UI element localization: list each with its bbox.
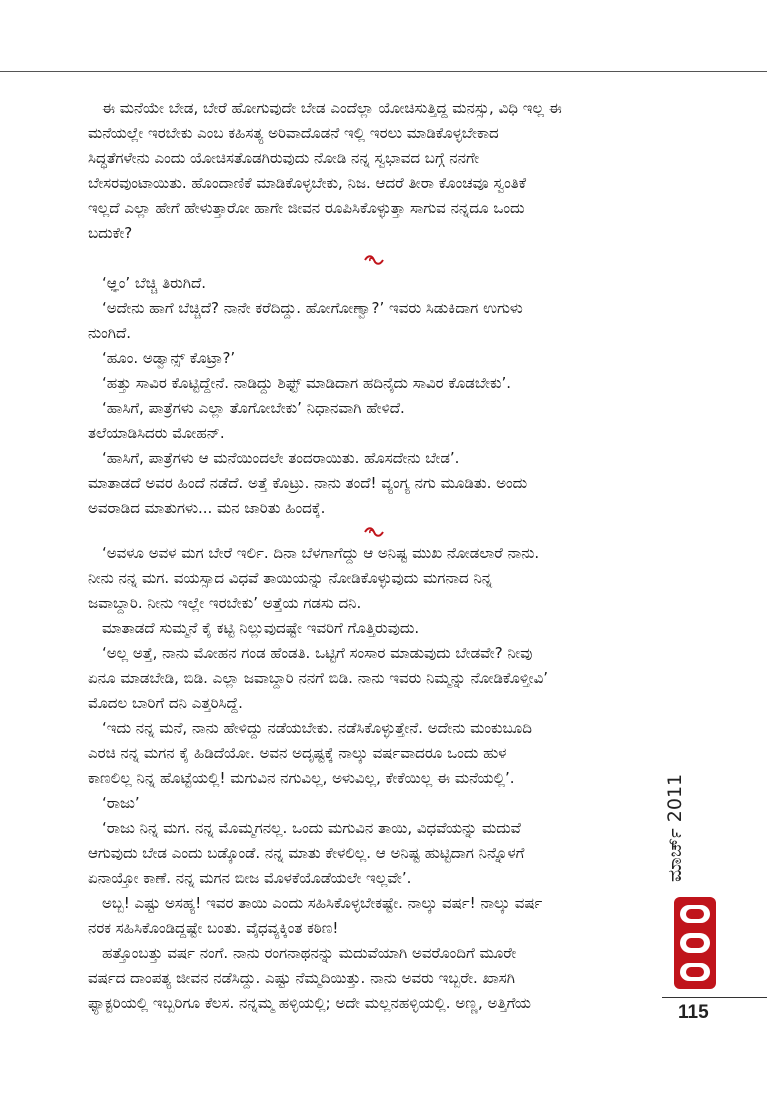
text-line: ಇಲ್ಲದೆ ಎಲ್ಲಾ ಹೇಗೆ ಹೇಳುತ್ತಾರೋ ಹಾಗೇ ಜೀವನ ರೂಪಿಸಿಕೊಳ್ಳುತ್ತಾ ಸಾಗುವ ನನ್ನದೂ ಒಂದು <box>88 199 525 217</box>
text-line: ಬದುಕೇ? <box>88 224 133 242</box>
text-line: ತಲೆಯಾಡಿಸಿದರು ಮೋಹನ್. <box>88 424 225 442</box>
text-line: ‘ಹೂಂ. ಅಡ್ವಾನ್ಸ್ ಕೊಟ್ರಾ?’ <box>102 349 236 367</box>
text-line: ಮನೆಯಲ್ಲೇ ಇರಬೇಕು ಎಂಬ ಕಹಿಸತ್ಯ ಅರಿವಾದೊಡನೆ ಇಲ್ಲಿ ಇರಲು ಮಾಡಿಕೊಳ್ಳಬೇಕಾದ <box>88 124 499 142</box>
issue-date: ಮಾರ್ಚ್ 2011 <box>664 773 686 882</box>
text-line: ಬೇಸರವುಂಟಾಯಿತು. ಹೊಂದಾಣಿಕೆ ಮಾಡಿಕೊಳ್ಳಬೇಕು, ನಿಜ. ಆದರೆ ತೀರಾ ಕೊಂಚವೂ ಸ್ವಂತಿಕೆ <box>88 174 527 192</box>
text-line: ‘ಆ್ಞಂ’ ಬೆಚ್ಚಿ ತಿರುಗಿದೆ. <box>102 274 207 292</box>
paragraph-block-3 <box>88 541 660 1016</box>
text-line: ‘ಹತ್ತು ಸಾವಿರ ಕೊಟ್ಟಿದ್ದೇನೆ. ನಾಡಿದ್ದು ಶಿಫ್ಟ್ ಮಾಡಿದಾಗ ಹದಿನೈದು ಸಾವಿರ ಕೊಡಬೇಕು’. <box>102 374 512 392</box>
text-line: ‘ಹಾಸಿಗೆ, ಪಾತ್ರೆಗಳು ಆ ಮನೆಯಿಂದಲೇ ತಂದರಾಯಿತು. ಹೊಸದೇನು ಬೇಡ’. <box>102 449 460 467</box>
text-line: ಏನಾಯ್ತೋ ಕಾಣೆ. ನನ್ನ ಮಗನ ಬೀಜ ಮೊಳಕೆಯೊಡೆಯಲೇ ಇಲ್ಲವೇ’. <box>88 869 412 887</box>
text-line: ವರ್ಷದ ದಾಂಪತ್ಯ ಜೀವನ ನಡೆಸಿದ್ದು. ಎಷ್ಟು ನೆಮ್ಮದಿಯಿತ್ತು. ನಾನು ಅವರು ಇಬ್ಬರೇ. ಖಾಸಗಿ <box>88 969 515 987</box>
text-line: ‘ಅದೇನು ಹಾಗೆ ಬೆಚ್ಚಿದೆ? ನಾನೇ ಕರೆದಿದ್ದು. ಹೋಗೋಣ್ವಾ?’ ಇವರು ಸಿಡುಕಿದಾಗ ಉಗುಳು <box>102 299 523 317</box>
top-rule <box>0 71 767 72</box>
text-line: ಅವರಾಡಿದ ಮಾತುಗಳು... ಮನ ಜಾರಿತು ಹಿಂದಕ್ಕೆ. <box>88 499 326 517</box>
text-line: ಈ ಮನೆಯೇ ಬೇಡ, ಬೇರೆ ಹೋಗುವುದೇ ಬೇಡ ಎಂದೆಲ್ಲಾ ಯೋಚಿಸುತ್ತಿದ್ದ ಮನಸ್ಸು, ವಿಧಿ ಇಲ್ಲ ಈ <box>102 99 562 117</box>
article-body <box>88 96 660 1016</box>
text-line: ಮಾತಾಡದೆ ಅವರ ಹಿಂದೆ ನಡೆದೆ. ಅತ್ತೆ ಕೊಟ್ರು. ನಾನು ತಂದೆ! ವ್ಯಂಗ್ಯ ನಗು ಮೂಡಿತು. ಅಂದು <box>88 474 528 492</box>
section-separator <box>88 246 660 271</box>
page-number: 115 <box>678 1002 709 1023</box>
text-line: ನರಕ ಸಹಿಸಿಕೊಂಡಿದ್ದಷ್ಟೇ ಬಂತು. ವೈಧವ್ಯಕ್ಕಿಂತ ಕಠಿಣ! <box>88 919 339 937</box>
text-line: ‘ಹಾಸಿಗೆ, ಪಾತ್ರೆಗಳು ಎಲ್ಲಾ ತೊಗೋಬೇಕು’ ನಿಧಾನವಾಗಿ ಹೇಳಿದೆ. <box>102 399 405 417</box>
text-line: ಅಬ್ಬ! ಎಷ್ಟು ಅಸಹ್ಯ! ಇವರ ತಾಯಿ ಎಂದು ಸಹಿಸಿಕೊಳ್ಳಬೇಕಷ್ಟೇ. ನಾಲ್ಕು ವರ್ಷ! ನಾಲ್ಕು ವರ್ಷ <box>102 894 543 912</box>
footer-rule <box>662 997 767 998</box>
text-line: ಸಿದ್ಧತೆಗಳೇನು ಎಂದು ಯೋಚಿಸತೊಡಗಿರುವುದು ನೋಡಿ ನನ್ನ ಸ್ವಭಾವದ ಬಗ್ಗೆ ನನಗೇ <box>88 149 480 167</box>
text-line: ಹತ್ತೊಂಬತ್ತು ವರ್ಷ ನಂಗೆ. ನಾನು ರಂಗನಾಥನನ್ನು ಮದುವೆಯಾಗಿ ಅವರೊಂದಿಗೆ ಮೂರೇ <box>102 944 517 962</box>
text-line: ಮೊದಲ ಬಾರಿಗೆ ದನಿ ಎತ್ತರಿಸಿದ್ದೆ. <box>88 694 243 712</box>
magazine-logo <box>672 895 718 991</box>
paragraph-block-1 <box>88 96 660 246</box>
text-line: ಎರಚಿ ನನ್ನ ಮಗನ ಕೈ ಹಿಡಿದೆಯೋ. ಅವನ ಅದೃಷ್ಟಕ್ಕೆ ನಾಲ್ಕು ವರ್ಷವಾದರೂ ಒಂದು ಹುಳ <box>88 744 507 762</box>
text-line: ‘ರಾಜು ನಿನ್ನ ಮಗ. ನನ್ನ ಮೊಮ್ಮಗನಲ್ಲ. ಒಂದು ಮಗುವಿನ ತಾಯಿ, ವಿಧವೆಯನ್ನು ಮದುವೆ <box>102 819 521 837</box>
floral-separator-icon <box>363 254 385 266</box>
text-line: ಆಗುವುದು ಬೇಡ ಎಂದು ಬಡ್ಕೊಂಡೆ. ನನ್ನ ಮಾತು ಕೇಳಲಿಲ್ಲ. ಆ ಅನಿಷ್ಟ ಹುಟ್ಟಿದಾಗ ನಿನ್ನೊಳಗೆ <box>88 844 525 862</box>
text-line: ಫ್ಯಾಕ್ಟರಿಯಲ್ಲಿ ಇಬ್ಬರಿಗೂ ಕೆಲಸ. ನನ್ನಮ್ಮ ಹಳ್ಳಿಯಲ್ಲಿ; ಅದೇ ಮಲ್ಲನಹಳ್ಳಿಯಲ್ಲಿ. ಅಣ್ಣ, ಅತ್ತಿಗೆಯ <box>88 994 531 1012</box>
text-line: ‘ರಾಜು’ <box>102 794 140 812</box>
text-line: ‘ಅವಳೂ ಅವಳ ಮಗ ಬೇರೆ ಇರ್ಲಿ. ದಿನಾ ಬೆಳಗಾಗೆದ್ದು ಆ ಅನಿಷ್ಟ ಮುಖ ನೋಡಲಾರೆ ನಾನು. <box>102 544 540 562</box>
text-line: ಜವಾಬ್ದಾರಿ. ನೀನು ಇಲ್ಲೇ ಇರಬೇಕು’ ಅತ್ತೆಯ ಗಡಸು ದನಿ. <box>88 594 362 612</box>
floral-separator-icon <box>363 526 385 538</box>
text-line: ‘ಅಲ್ಲ ಅತ್ತೆ, ನಾನು ಮೋಹನ ಗಂಡ ಹೆಂಡತಿ. ಒಟ್ಟಿಗೆ ಸಂಸಾರ ಮಾಡುವುದು ಬೇಡವೇ? ನೀವು <box>102 644 533 662</box>
text-line: ಮಾತಾಡದೆ ಸುಮ್ಮನೆ ಕೈ ಕಟ್ಟಿ ನಿಲ್ಲುವುದಷ್ಟೇ ಇವರಿಗೆ ಗೊತ್ತಿರುವುದು. <box>102 619 420 637</box>
text-line: ಏನೂ ಮಾಡಬೇಡಿ, ಬಿಡಿ. ಎಲ್ಲಾ ಜವಾಬ್ದಾರಿ ನನಗೆ ಬಿಡಿ. ನಾನು ಇವರು ನಿಮ್ಮನ್ನು ನೋಡಿಕೊಳ್ತೀವಿ’ <box>88 669 549 687</box>
text-line: ನೀನು ನನ್ನ ಮಗ. ವಯಸ್ಸಾದ ವಿಧವೆ ತಾಯಿಯನ್ನು ನೋಡಿಕೊಳ್ಳುವುದು ಮಗನಾದ ನಿನ್ನ <box>88 569 493 587</box>
text-line: ಕಾಣಲಿಲ್ಲ ನಿನ್ನ ಹೊಟ್ಟೆಯಲ್ಲಿ! ಮಗುವಿನ ನಗುವಿಲ್ಲ, ಅಳುವಿಲ್ಲ, ಕೇಕೆಯಿಲ್ಲ ಈ ಮನೆಯಲ್ಲಿ’. <box>88 769 515 787</box>
text-line: ‘ಇದು ನನ್ನ ಮನೆ, ನಾನು ಹೇಳಿದ್ದು ನಡೆಯಬೇಕು. ನಡೆಸಿಕೊಳ್ಳುತ್ತೇನೆ. ಅದೇನು ಮಂಕುಬೂದಿ <box>102 719 532 737</box>
section-separator <box>88 521 660 541</box>
paragraph-block-2 <box>88 271 660 521</box>
text-line: ನುಂಗಿದೆ. <box>88 324 132 342</box>
